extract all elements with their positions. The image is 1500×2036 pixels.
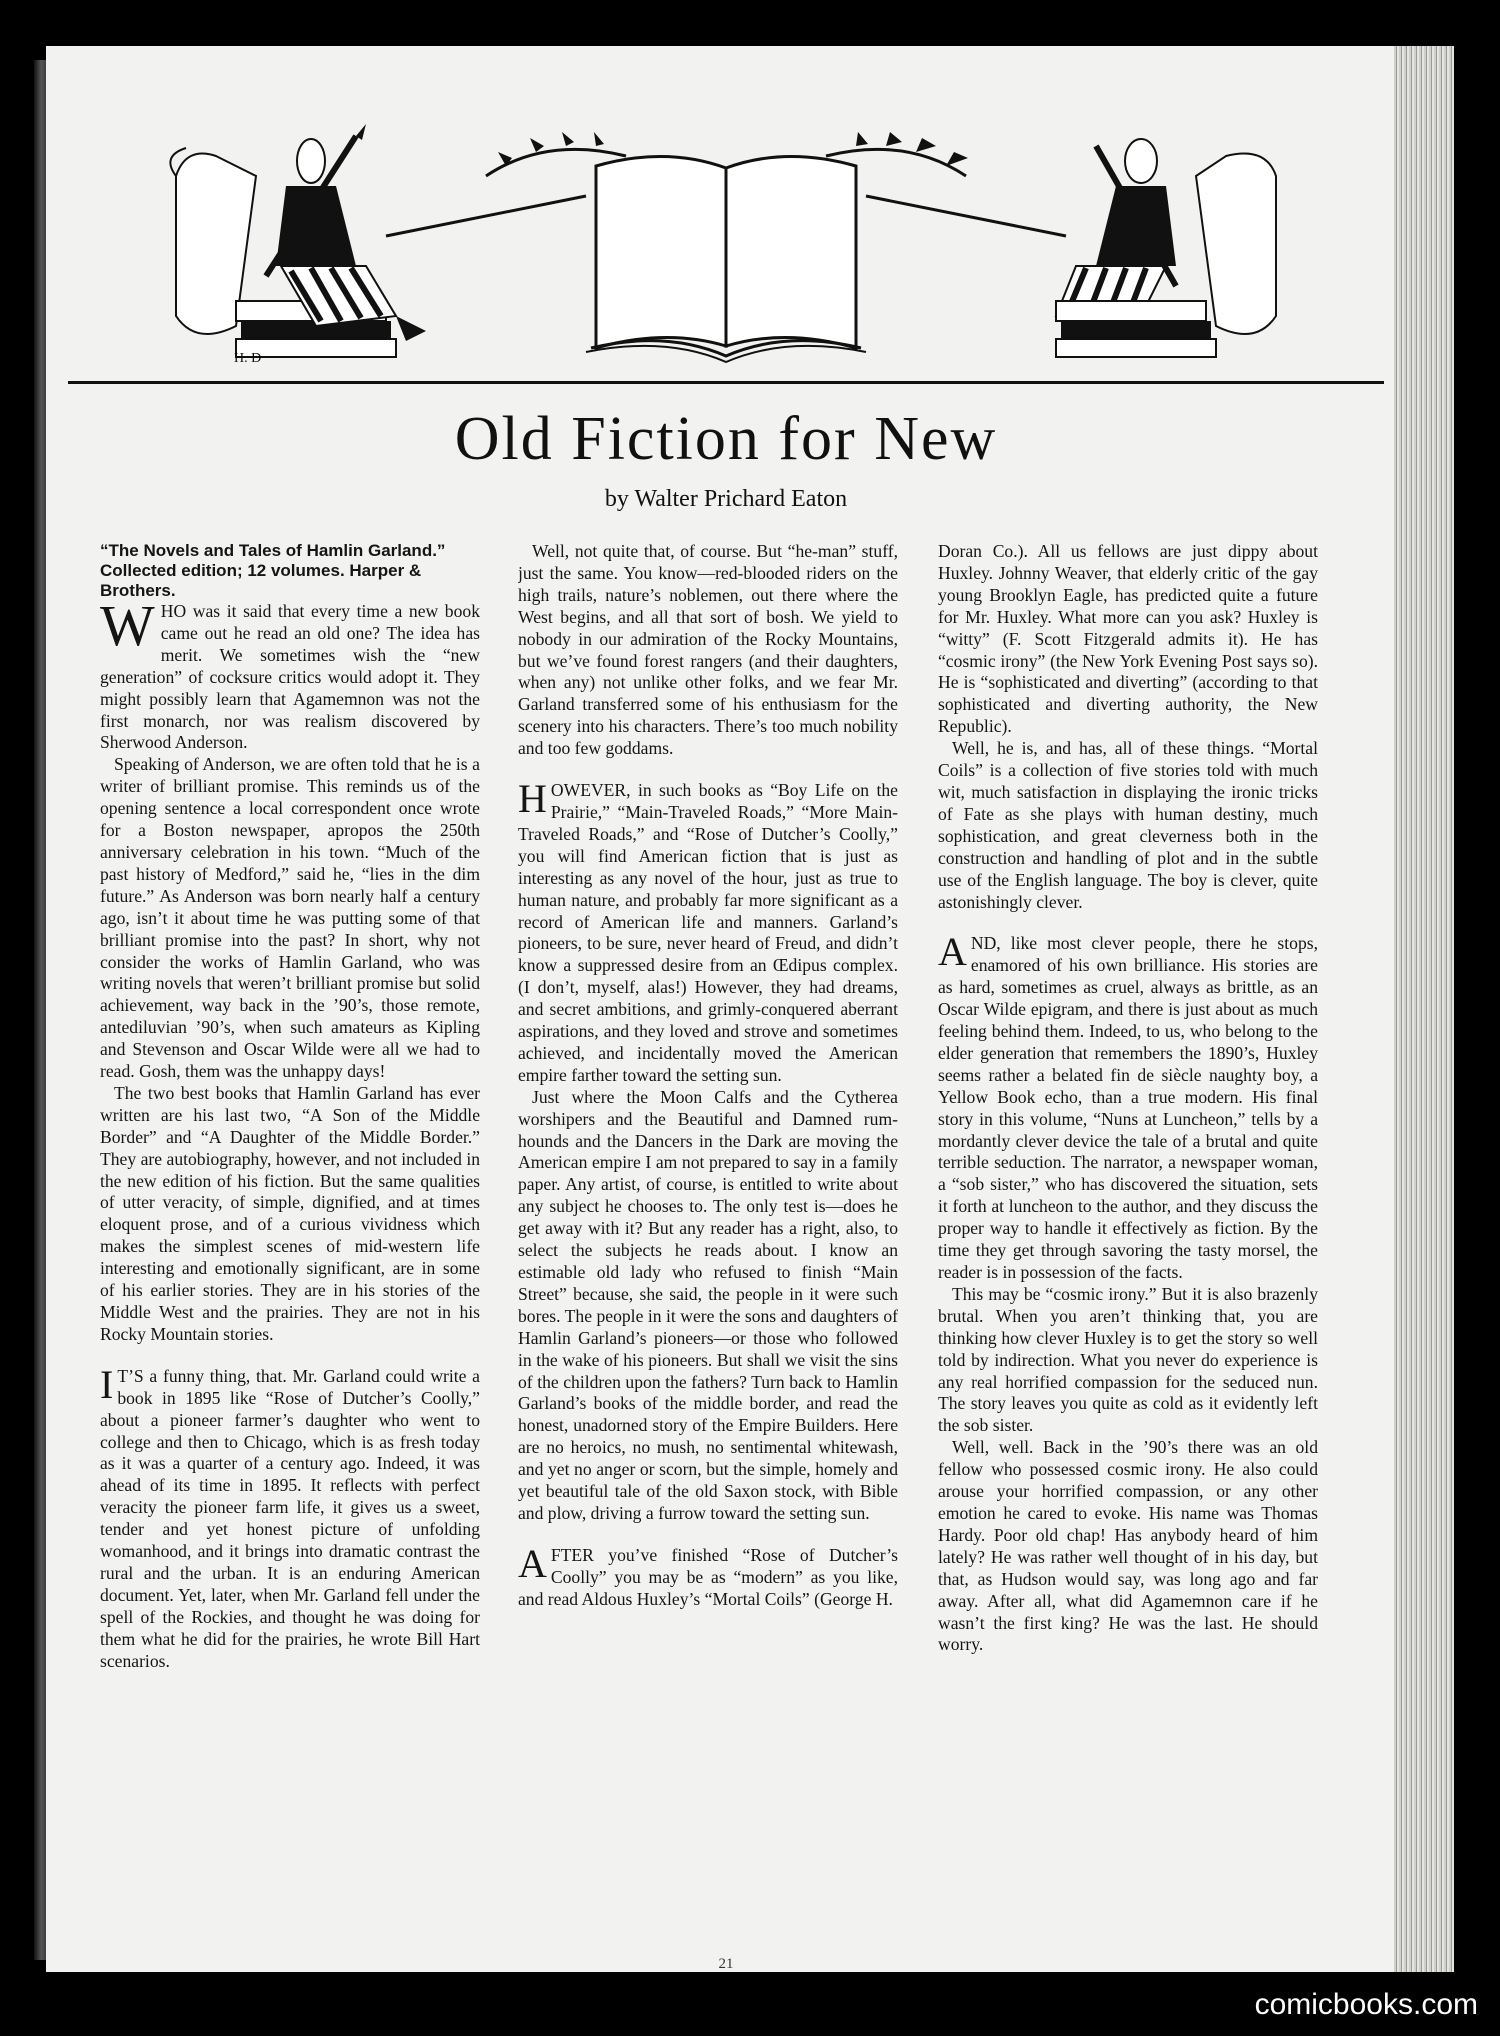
drop-cap: H xyxy=(518,776,547,822)
text-column-3 xyxy=(938,541,1318,1971)
paragraph: Doran Co.). All us fellows are just dippy about Huxley. Johnny Weaver, that elderly critic of the gay young Brooklyn Eagle, has predicted quite a future for Mr. Huxley. What more can you ask? Huxley is “witty” (F. Scott Fitzgerald admits it). He has “cosmic irony” (the New York Evening Post says so). He is “sophisticated and diverting” (according to that sophisticated and diverting authority, the New Republic). xyxy=(938,541,1318,737)
magazine-page xyxy=(46,46,1454,1972)
paragraph: This may be “cosmic irony.” But it is also brazenly brutal. When you aren’t thinking that, you are thinking how clever Huxley is to get the story so well told by indirection. What you never do experience is any real horrified compassion for the seduced nun. The story leaves you quite as cold as it evidently left the sob sister. xyxy=(938,1283,1318,1436)
paragraph: Speaking of Anderson, we are often told that he is a writer of brilliant promise. This reminds us of the opening sentence a local correspondent once wrote for a Boston newspaper, apropos the 250th anniversary celebration in his town. “Much of the past history of Medford,” said he, “lies in the dim future.” As Anderson was born nearly half a century ago, isn’t it about time he was putting some of that brilliant promise into the past? In short, why not consider the works of Hamlin Garland, who was writing novels that weren’t brilliant promise but solid achievement, way back in the ’90’s, those remote, antediluvian ’90’s, when such amateurs as Kipling and Stevenson and Oscar Wilde were all we had to read. Gosh, them was the unhappy days! xyxy=(100,754,480,1082)
paragraph: AFTER you’ve finished “Rose of Dutcher’s Coolly” you may be as “modern” as you like, and read Aldous Huxley’s “Mortal Coils” (George H. xyxy=(518,1540,898,1609)
page-stack-edge xyxy=(1394,46,1454,1972)
header-illustration xyxy=(66,116,1386,366)
drop-cap: I xyxy=(100,1361,114,1407)
paragraph: Well, he is, and has, all of these things. “Mortal Coils” is a collection of five stories told with much wit, much satisfaction in displaying the ironic tricks of Fate as she plays with human destiny, much sophistication, and great cleverness both in the construction and handling of plot and in the subtle use of the English language. The boy is clever, quite astonishingly clever. xyxy=(938,738,1318,912)
paragraph: WHO was it said that every time a new book came out he read an old one? The idea has merit. We sometimes wish the “new generation” of cocksure critics would adopt it. They might possibly learn that Agamemnon was not the first monarch, nor was realism discovered by Sherwood Anderson. xyxy=(100,593,480,753)
review-note: “The Novels and Tales of Hamlin Garland.” Collected edition; 12 volumes. Harper & Brothers. xyxy=(100,541,446,600)
article-title: Old Fiction for New xyxy=(454,405,998,473)
paragraph: AND, like most clever people, there he stops, enamored of his own brilliance. His stories are as hard, sometimes as cruel, always as brittle, as an Oscar Wilde epigram, and there is just about as much feeling behind them. Indeed, to us, who belong to the elder generation that remembers the 1890’s, Huxley seems rather a belated fin de siècle naughty boy, a Yellow Book echo, than a true modern. His final story in this volume, “Nuns at Luncheon,” tells by a mordantly clever device the tale of a brutal and quite terrible seduction. The narrator, a newspaper woman, a “sob sister,” who has discovered the situation, sets it forth at luncheon to the author, and they discuss the proper way to handle it effectively as fiction. By the time they get through savoring the tasty morsel, the reader is in possession of the facts. xyxy=(938,929,1318,1282)
drop-cap: A xyxy=(938,929,967,975)
paragraph: I T’S a funny thing, that. Mr. Garland could write a book in 1895 like “Rose of Dutcher’s Coolly,” about a pioneer farmer’s daughter who went to college and then to Chicago, which is as fresh today as it was a quarter of a century ago. Indeed, it was ahead of its time in 1895. It reflects with perfect veracity the pioneer farm life, it gives us a sweet, tender and yet honest picture of unfolding womanhood, and it brings into dramatic contrast the rural and the urban. It is an enduring American document. Yet, later, when Mr. Garland fell under the spell of the Rockies, and thought he was doing for them what he did for the prairies, he wrote Bill Hart scenarios. xyxy=(100,1361,480,1671)
page-number: 21 xyxy=(718,1956,734,1972)
drop-cap: W xyxy=(100,593,155,658)
paragraph: Well, not quite that, of course. But “he-man” stuff, just the same. You know—red-blooded riders on the high trails, nature’s noblemen, out there where the West begins, and all that sort of bosh. We yield to nobody in our admiration of the Rocky Mountains, but we’ve found forest rangers (and their daughters, when any) not unlike other folks, and we fear Mr. Garland transferred some of his enthusiasm for the scenery into his characters. There’s too much nobility and too few goddams. xyxy=(518,541,898,759)
paragraph: HOWEVER, in such books as “Boy Life on the Prairie,” “Main-Traveled Roads,” “More Main-Traveled Roads,” and “Rose of Dutcher’s Coolly,” you will find American fiction that is just as interesting as any novel of the hour, just as true to human nature, and probably far more significant as a record of American life and manners. Garland’s pioneers, to be sure, never heard of Freud, and didn’t know a suppressed desire from an Œdipus complex. (I don’t, myself, alas!) However, they had dreams, and secret ambitions, and grimly-conquered aberrant aspirations, and they loved and strove and sometimes achieved, and incidentally moved the American empire farther toward the setting sun. xyxy=(518,776,898,1085)
paragraph: Just where the Moon Calfs and the Cytherea worshipers and the Beautiful and Damned rum-hounds and the Dancers in the Dark are moving the American empire I am not prepared to say in a family paper. Any artist, of course, is entitled to write about any subject he chooses to. The only test is—does he get away with it? But any reader has a right, also, to select the subjects he reads about. I know an estimable old lady who refused to finish “Main Street” because, she said, the people in it were such bores. The people in it were the sons and daughters of Hamlin Garland’s pioneers—or those who followed in the wake of his pioneers. But shall we visit the sins of the children upon the fathers? Turn back to Hamlin Garland’s books of the middle border, and read the honest, unadorned story of the Empire Builders. Here are no heroics, no mush, no sentimental whitewash, and yet no anger or scorn, but the simple, homely and yet beautiful tale of the old Saxon stock, with Bible and plow, driving a furrow toward the setting sun. xyxy=(518,1086,898,1523)
illustration-signature: H. D xyxy=(234,351,262,366)
text-column-2 xyxy=(518,541,898,1971)
site-watermark: comicbooks.com xyxy=(1254,1988,1478,2021)
text-column-1 xyxy=(100,541,480,1971)
drop-cap: A xyxy=(518,1540,547,1586)
article-byline: by Walter Prichard Eaton xyxy=(604,486,848,512)
paragraph: Well, well. Back in the ’90’s there was an old fellow who possessed cosmic irony. He also could arouse your horrified compassion, or any other emotion he cared to evoke. His name was Thomas Hardy. Poor old chap! Has anybody heard of him lately? He was rather well thought of in his day, but that, as Hudson would say, was long ago and far away. After all, what did Agamemnon care if he wasn’t the first king? He was the last. He should worry. xyxy=(938,1437,1318,1655)
header-rule xyxy=(68,381,1384,384)
paragraph: The two best books that Hamlin Garland has ever written are his last two, “A Son of the Middle Border” and “A Daughter of the Middle Border.” They are autobiography, however, and not included in the new edition of his fiction. But the same qualities of utter veracity, of simple, dignified, and at times eloquent prose, and of a curious vividness which makes the simplest scenes of mid-western life interesting and emotionally significant, are in some of his earlier stories. They are in his stories of the Middle West and the prairies. They are not in his Rocky Mountain stories. xyxy=(100,1082,480,1344)
